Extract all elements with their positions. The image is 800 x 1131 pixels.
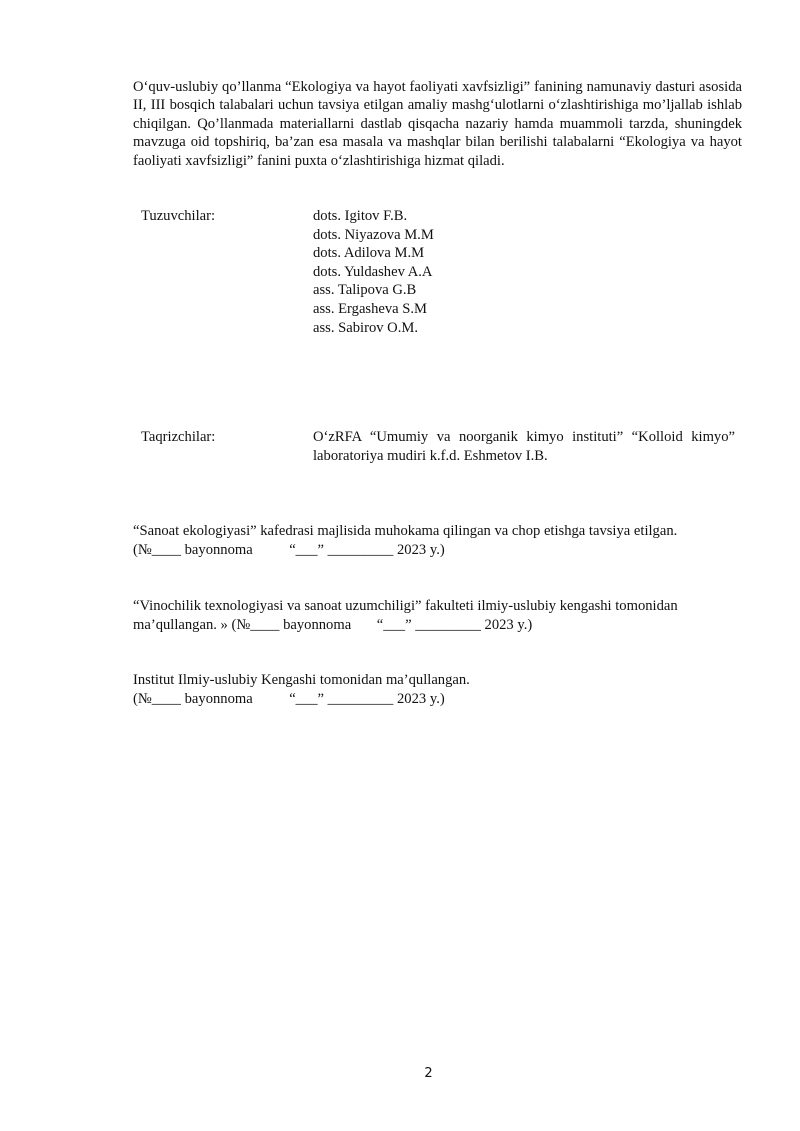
- author-name: dots. Adilova M.M: [313, 245, 425, 262]
- approval-text: Institut Ilmiy-uslubiy Kengashi tomonidan ma’qullangan.: [133, 672, 470, 688]
- intro-paragraph: O‘quv-uslubiy qo’llanma “Ekologiya va hayot faoliyati xavfsizligi” fanining namunaviy dasturi asosida II, III bosqich talabalari uchun tavsiya etilgan amaliy mashg‘ulotlarni o‘zlashtirishiga mo’ljallab ishlab chiqilgan. Qo’llanmada materiallarni dastlab qisqacha nazariy hamda muammoli tarzda, shuningdek mavzuga oid topshiriq, ba’zan esa masala va mashqlar bilan berilishi talabalarni “Ekologiya va hayot faoliyati xavfsizligi” fanini puxta o‘zlashtirishiga hizmat qiladi.: [133, 79, 742, 169]
- approval-protocol: (№____ bayonnoma “___” _________ 2023 y.): [133, 690, 445, 707]
- faculty-approval: [133, 597, 743, 634]
- authors-list: [313, 207, 434, 337]
- author-name: dots. Igitov F.B.: [313, 208, 408, 224]
- approval-protocol: (№____ bayonnoma “___” _________ 2023 y.): [133, 541, 445, 558]
- approval-text: “Sanoat ekologiyasi” kafedrasi majlisida muhokama qilingan va chop etishga tavsiya etilgan.: [133, 523, 678, 539]
- author-name: dots. Niyazova M.M: [313, 226, 434, 243]
- reviewer-text: O‘zRFA “Umumiy va noorganik kimyo instituti” “Kolloid kimyo” laboratoriya mudiri k.f.d. Eshmetov I.B.: [313, 429, 735, 464]
- author-name: ass. Ergasheva S.M: [313, 300, 428, 317]
- authors-label: Tuzuvchilar:: [141, 208, 216, 224]
- approval-text: “Vinochilik texnologiyasi va sanoat uzumchiligi” fakulteti ilmiy-uslubiy kengashi tomonidan: [133, 598, 678, 614]
- author-name: dots. Yuldashev A.A: [313, 263, 433, 280]
- page-number: 2: [424, 1066, 433, 1081]
- approval-protocol: ma’qullangan. » (№____ bayonnoma “___” _________ 2023 y.): [133, 616, 533, 633]
- author-name: ass. Sabirov O.M.: [313, 319, 418, 336]
- institute-approval: [133, 671, 743, 708]
- department-approval: [133, 522, 743, 559]
- reviewers-label: Taqrizchilar:: [141, 429, 216, 445]
- author-name: ass. Talipova G.B: [313, 282, 417, 299]
